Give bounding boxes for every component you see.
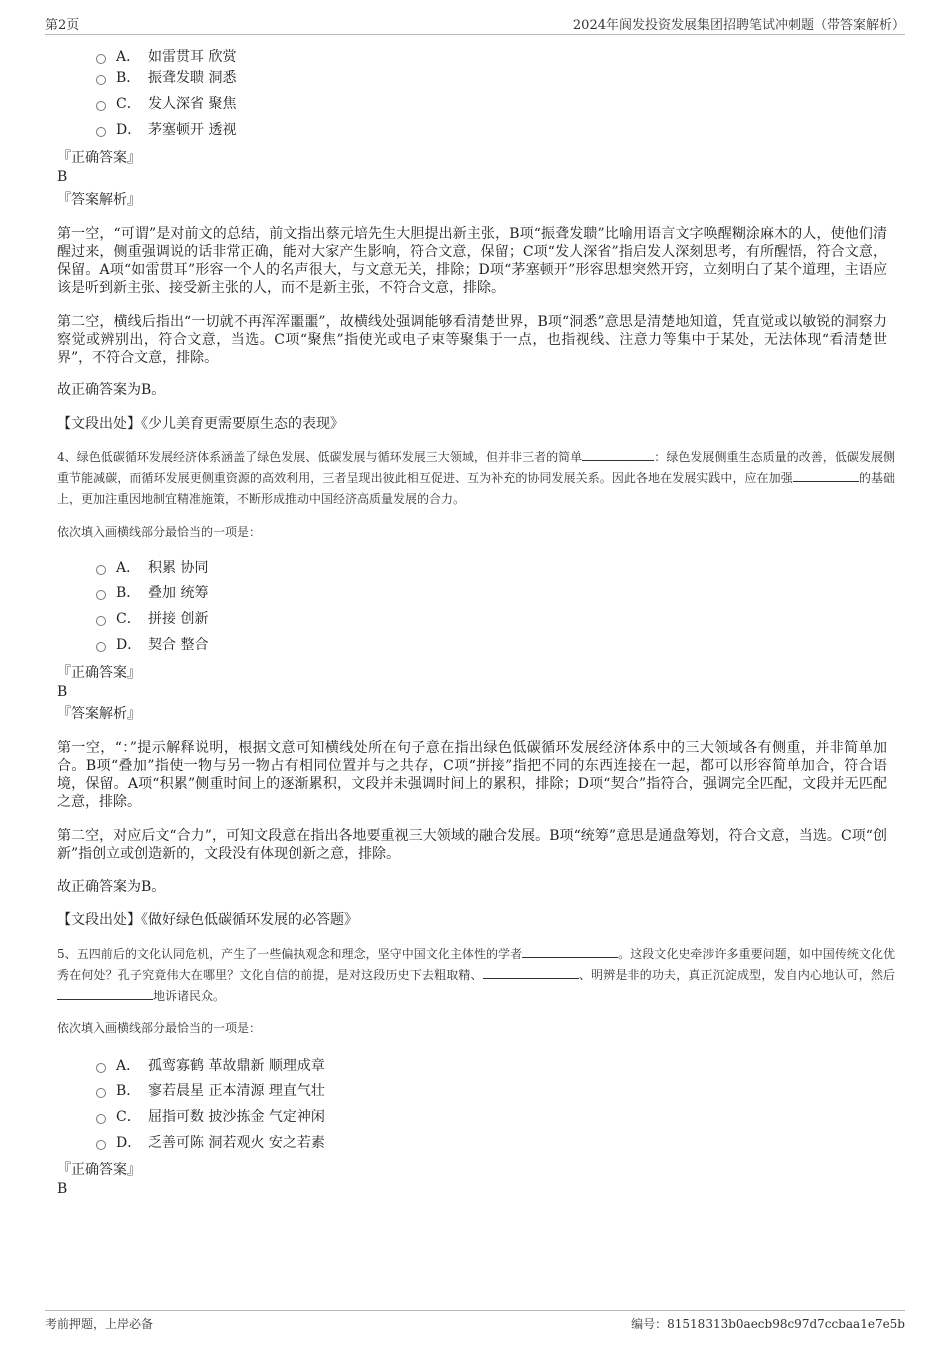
q4-answer: B bbox=[57, 684, 68, 700]
q5-option-b[interactable]: B． 寥若晨星 正本清源 理直气壮 bbox=[96, 1081, 325, 1101]
blank-line bbox=[483, 966, 579, 979]
q4-prompt: 依次填入画横线部分最恰当的一项是： bbox=[57, 525, 262, 539]
footer-slogan: 考前押题，上岸必备 bbox=[45, 1317, 154, 1331]
q3-option-c[interactable]: C． 发人深省 聚焦 bbox=[96, 94, 236, 114]
q3-option-d[interactable]: D． 茅塞顿开 透视 bbox=[96, 120, 236, 140]
q5-option-d[interactable]: D． 乏善可陈 洞若观火 安之若素 bbox=[96, 1133, 325, 1153]
q5-option-c[interactable]: C． 屈指可数 披沙拣金 气定神闲 bbox=[96, 1107, 325, 1127]
radio-icon[interactable] bbox=[96, 101, 106, 111]
q4-option-c[interactable]: C． 拼接 创新 bbox=[96, 609, 208, 629]
q3-analysis-paragraph-2: 第二空，横线后指出“一切就不再浑浑噩噩”，故横线处强调能够看清楚世界，B项“洞悉”意思是清楚地知道，凭直觉或以敏锐的洞察力察觉或辨别出，符合文意，当选。C项“聚焦”指使光或电子束等聚集于一点，也指视线、注意力等集中于某处，无法体现“看清楚世界”，不符合文意，排除。 bbox=[57, 314, 887, 366]
q3-answer: B bbox=[57, 169, 68, 185]
radio-icon[interactable] bbox=[96, 1088, 106, 1098]
blank-line bbox=[522, 945, 618, 958]
radio-icon[interactable] bbox=[96, 642, 106, 652]
q3-conclusion: 故正确答案为B。 bbox=[57, 382, 166, 398]
q4-source: 【文段出处】《做好绿色低碳循环发展的必答题》 bbox=[57, 912, 358, 928]
q3-answer-label: 『正确答案』 bbox=[57, 150, 141, 166]
page-footer bbox=[45, 1310, 905, 1337]
document-title: 2024年阆发投资发展集团招聘笔试冲刺题（带答案解析） bbox=[572, 18, 905, 33]
q4-answer-label: 『正确答案』 bbox=[57, 665, 141, 681]
radio-icon[interactable] bbox=[96, 75, 106, 85]
q5-prompt: 依次填入画横线部分最恰当的一项是： bbox=[57, 1021, 262, 1035]
blank-line bbox=[582, 448, 654, 461]
q3-option-a[interactable]: A． 如雷贯耳 欣赏 bbox=[96, 47, 236, 67]
q4-conclusion: 故正确答案为B。 bbox=[57, 879, 166, 895]
q4-option-b[interactable]: B． 叠加 统筹 bbox=[96, 583, 208, 603]
q5-answer: B bbox=[57, 1181, 68, 1197]
q5-stem: 5、五四前后的文化认同危机，产生了一些偏执观念和理念，坚守中国文化主体性的学者 。这段文化史牵涉许多重要问题，如中国传统文化优秀在何处？孔子究竟伟大在哪里？文化自信的前提，是对这段历史下去粗取精、 、明辨是非的功夫，真正沉淀成型，发自内心地认可，然后地诉诸民众。 bbox=[57, 947, 895, 1003]
radio-icon[interactable] bbox=[96, 127, 106, 137]
radio-icon[interactable] bbox=[96, 1114, 106, 1124]
q4-analysis-paragraph-1: 第一空，“：”提示解释说明，根据文意可知横线处所在句子意在指出绿色低碳循环发展经济体系中的三大领域各有侧重，并非简单加合。B项“叠加”指使一物与另一物占有相同位置并与之共存，C项“拼接”指把不同的东西连接在一起，都可以形容简单加合，符合语境，保留。A项“积累”侧重时间上的逐渐累积，文段并未强调时间上的累积，排除；D项“契合”指符合，强调完全匹配，文段并无匹配之意，排除。 bbox=[57, 740, 887, 810]
page-header bbox=[45, 14, 905, 35]
blank-line bbox=[57, 987, 153, 1000]
radio-icon[interactable] bbox=[96, 565, 106, 575]
q4-analysis-label: 『答案解析』 bbox=[57, 706, 141, 722]
radio-icon[interactable] bbox=[96, 1063, 106, 1073]
q5-option-a[interactable]: A． 孤鸾寡鹤 革故鼎新 顺理成章 bbox=[96, 1056, 325, 1076]
page-number: 第2页 bbox=[45, 18, 80, 33]
q3-option-b[interactable]: B． 振聋发聩 洞悉 bbox=[96, 68, 236, 88]
document-id: 编号：81518313b0aecb98c97d7ccbaa1e7e5b bbox=[631, 1317, 905, 1331]
q3-analysis-label: 『答案解析』 bbox=[57, 192, 141, 208]
radio-icon[interactable] bbox=[96, 54, 106, 64]
q3-analysis-paragraph-1: 第一空，“可谓”是对前文的总结，前文指出蔡元培先生大胆提出新主张，B项“振聋发聩”比喻用语言文字唤醒糊涂麻木的人，使他们清醒过来，侧重强调说的话非常正确，能对大家产生影响，符合文意，保留；C项“发人深省”指启发人深刻思考，有所醒悟，符合文意，保留。A项“如雷贯耳”形容一个人的名声很大，与文意无关，排除；D项“茅塞顿开”形容思想突然开窍，立刻明白了某个道理，主语应该是听到新主张、接受新主张的人，而不是新主张，不符合文意，排除。 bbox=[57, 226, 887, 296]
q4-stem: 4、绿色低碳循环发展经济体系涵盖了绿色发展、低碳发展与循环发展三大领域，但并非三者的简单 ：绿色发展侧重生态质量的改善，低碳发展侧重节能减碳，而循环发展更侧重资源的高效利用，三者呈现出彼此相互促进、互为补充的协同发展关系。因此各地在发展实践中，应在加强 的基础上，更加注重因地制宜精准施策，不断形成推动中国经济高质量发展的合力。 bbox=[57, 450, 895, 506]
q4-analysis-paragraph-2: 第二空，对应后文“合力”，可知文段意在指出各地要重视三大领域的融合发展。B项“统筹”意思是通盘筹划，符合文意，当选。C项“创新”指创立或创造新的，文段没有体现创新之意，排除。 bbox=[57, 828, 887, 862]
q5-answer-label: 『正确答案』 bbox=[57, 1162, 141, 1178]
radio-icon[interactable] bbox=[96, 1140, 106, 1150]
q3-source: 【文段出处】《少儿美育更需要原生态的表现》 bbox=[57, 416, 344, 432]
radio-icon[interactable] bbox=[96, 590, 106, 600]
q4-option-a[interactable]: A． 积累 协同 bbox=[96, 558, 208, 578]
q4-option-d[interactable]: D． 契合 整合 bbox=[96, 635, 208, 655]
radio-icon[interactable] bbox=[96, 616, 106, 626]
blank-line bbox=[793, 469, 859, 482]
